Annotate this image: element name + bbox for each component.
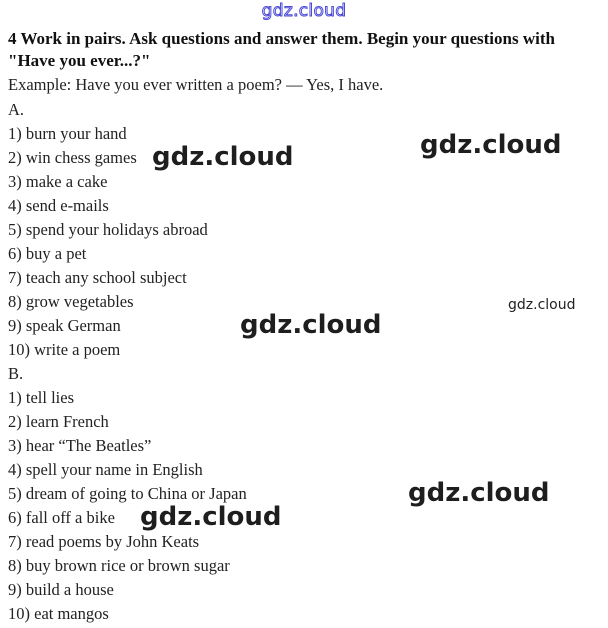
list-item: 8) buy brown rice or brown sugar <box>8 556 230 575</box>
list-item: 3) make a cake <box>8 172 108 191</box>
list-item: 2) learn French <box>8 412 109 431</box>
list-item: 3) hear “The Beatles” <box>8 436 152 455</box>
example-line: Example: Have you ever written a poem? — Yes, I have. <box>8 75 384 94</box>
list-item: 6) fall off a bike <box>8 508 115 527</box>
exercise-list <box>8 99 247 627</box>
list-item: 9) build a house <box>8 580 114 599</box>
list-item: 2) win chess games <box>8 148 137 167</box>
list-item: 10) eat mangos <box>8 604 109 623</box>
list-item: 7) read poems by John Keats <box>8 532 200 551</box>
list-item: 5) spend your holidays abroad <box>8 220 208 239</box>
list-item: 10) write a poem <box>8 340 121 359</box>
section-label-b: B. <box>8 364 24 383</box>
watermark: gdz.cloud <box>140 502 282 532</box>
list-item: 4) send e-mails <box>8 196 109 215</box>
list-item: 7) teach any school subject <box>8 268 187 287</box>
watermark: gdz.cloud <box>420 130 562 160</box>
exercise-heading: 4 Work in pairs. Ask questions and answer them. Begin your questions with "Have you ever...?" <box>8 29 555 70</box>
list-item: 4) spell your name in English <box>8 460 203 479</box>
list-item: 1) tell lies <box>8 388 74 407</box>
list-item: 5) dream of going to China or Japan <box>8 484 247 503</box>
section-label-a: A. <box>8 100 25 119</box>
list-item: 8) grow vegetables <box>8 292 134 311</box>
watermark: gdz.cloud <box>508 297 576 313</box>
watermark: gdz.cloud <box>408 478 550 508</box>
watermark: gdz.cloud <box>240 310 382 340</box>
list-item: 9) speak German <box>8 316 121 335</box>
list-item: 1) burn your hand <box>8 124 127 143</box>
list-item: 6) buy a pet <box>8 244 87 263</box>
watermark: gdz.cloud <box>152 142 294 172</box>
top-watermark: gdz.cloud <box>261 1 347 21</box>
